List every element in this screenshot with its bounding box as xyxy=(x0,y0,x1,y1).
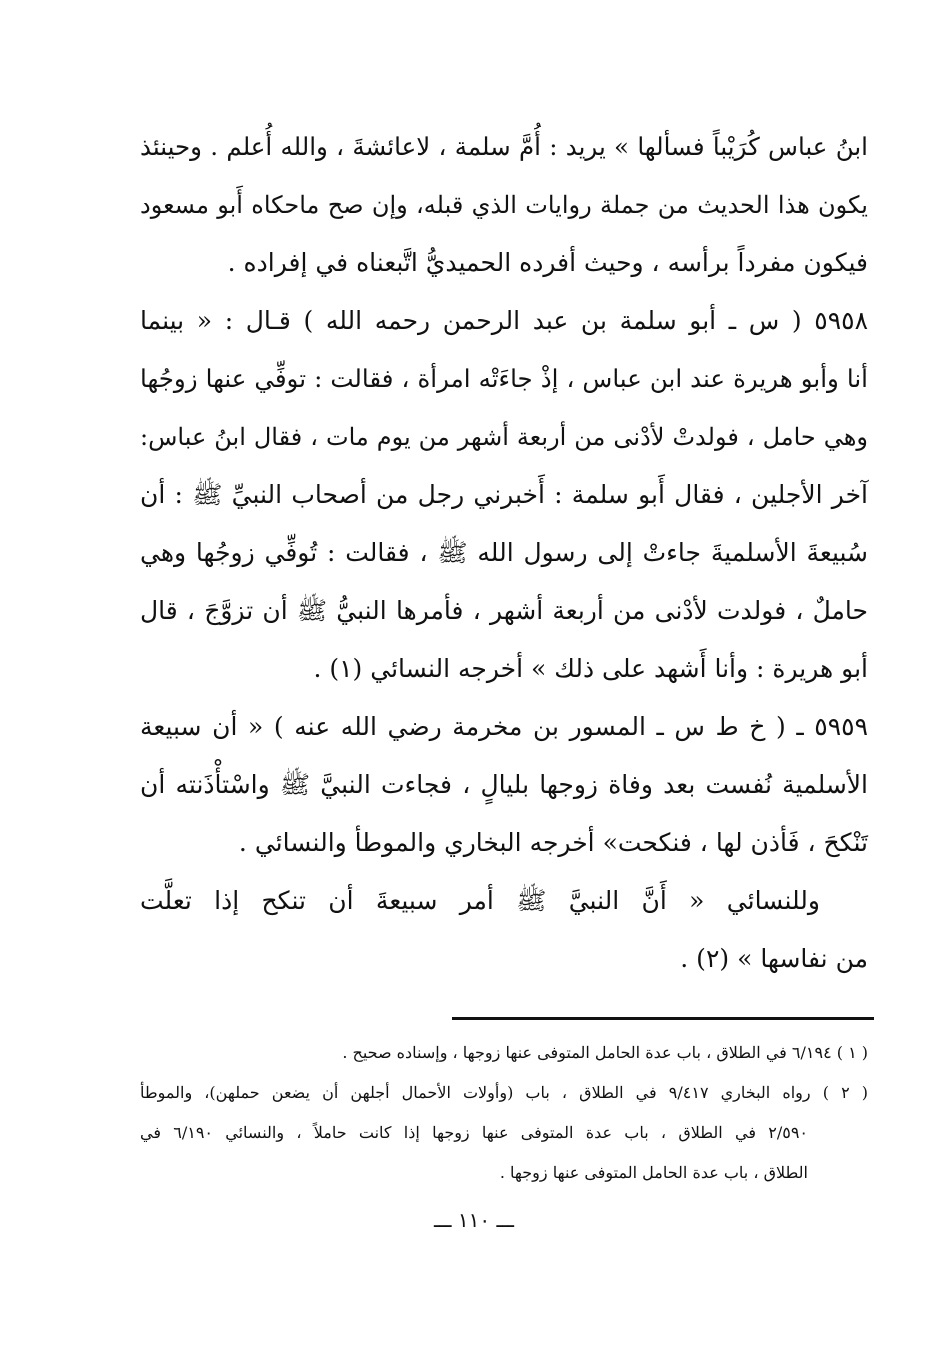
text-line: ابنُ عباس كُرَيْباً فسألها » يريد : أُمَّ سلمة ، لاعائشةَ ، والله أُعلم . وحينئذ xyxy=(140,132,868,161)
text-line: تَنْكحَ ، فَأذن لها ، فنكحت» أخرجه البخاري والموطأ والنسائي . xyxy=(238,828,868,857)
footnote-2-continued: الطلاق ، باب عدة الحامل المتوفى عنها زوجها . xyxy=(499,1163,808,1182)
hadith-5958-heading: ٥٩٥٨ ( س ـ أبو سلمة بن عبد الرحمن رحمه الله ) قـال : « بينما xyxy=(140,306,868,335)
hadith-5959-heading: ٥٩٥٩ ـ ( خ ط س ـ المسور بن مخرمة رضي الله عنه ) « أن سبيعة xyxy=(140,712,868,741)
footnote-divider xyxy=(452,1017,874,1020)
footnote-2: ( ٢ ) رواه البخاري ٩/٤١٧ في الطلاق ، باب (وأولات الأحمال أجلهن أن يضعن حملهن)، والموطأ xyxy=(140,1083,869,1102)
footnote-2-continued: ٢/٥٩٠ في الطلاق ، باب عدة المتوفى عنها زوجها إذا كانت حاملاً ، والنسائي ٦/١٩٠ في xyxy=(140,1123,809,1142)
footnotes xyxy=(140,1033,868,1193)
text-line: حاملٌ ، فولدت لأدْنى من أربعة أشهر ، فأمرها النبيُّ ﷺ أن تزوَّجَ ، قال xyxy=(140,596,868,625)
text-line: وهي حامل ، فولدتْ لأدْنى من أربعة أشهر من يوم مات ، فقال ابنُ عباس: xyxy=(140,423,869,451)
text-line: من نفاسها » (٢) . xyxy=(680,944,868,973)
page-number: ـــ ١١٠ ـــ xyxy=(433,1208,515,1232)
main-text xyxy=(140,118,868,988)
text-line: فيكون مفرداً برأسه ، وحيث أفرده الحميديُّ اتَّبعناه في إفراده . xyxy=(227,248,868,277)
text-line: آخر الأجلين ، فقال أَبو سلمة : أَخبرني رجل من أصحاب النبيِّ ﷺ : أن xyxy=(140,480,868,509)
text-line: أنا وأبو هريرة عند ابن عباس ، إذْ جاءَتْه امرأة ، فقالت : توفِّي عنها زوجُها xyxy=(140,364,868,393)
text-line: الأسلمية نُفست بعد وفاة زوجها بليالٍ ، فجاءت النبيَّ ﷺ واسْتأْذَنته أن xyxy=(140,770,868,799)
text-line: أبو هريرة : وأنا أَشهد على ذلك » أخرجه النسائي (١) . xyxy=(313,654,868,683)
text-line: وللنسائي « أَنَّ النبيَّ ﷺ أمر سبيعةَ أن تنكح إذا تعلَّت xyxy=(140,886,820,915)
footnote-1: ( ١ ) ٦/١٩٤ في الطلاق ، باب عدة الحامل المتوفى عنها زوجها ، وإسناده صحيح . xyxy=(342,1043,868,1062)
text-line: سُبيعةَ الأسلميةَ جاءتْ إلى رسول الله ﷺ ، فقالت : تُوفِّي زوجُها وهي xyxy=(140,538,868,567)
text-line: يكون هذا الحديث من جملة روايات الذي قبله، وإن صح ماحكاه أَبو مسعود xyxy=(140,191,868,219)
